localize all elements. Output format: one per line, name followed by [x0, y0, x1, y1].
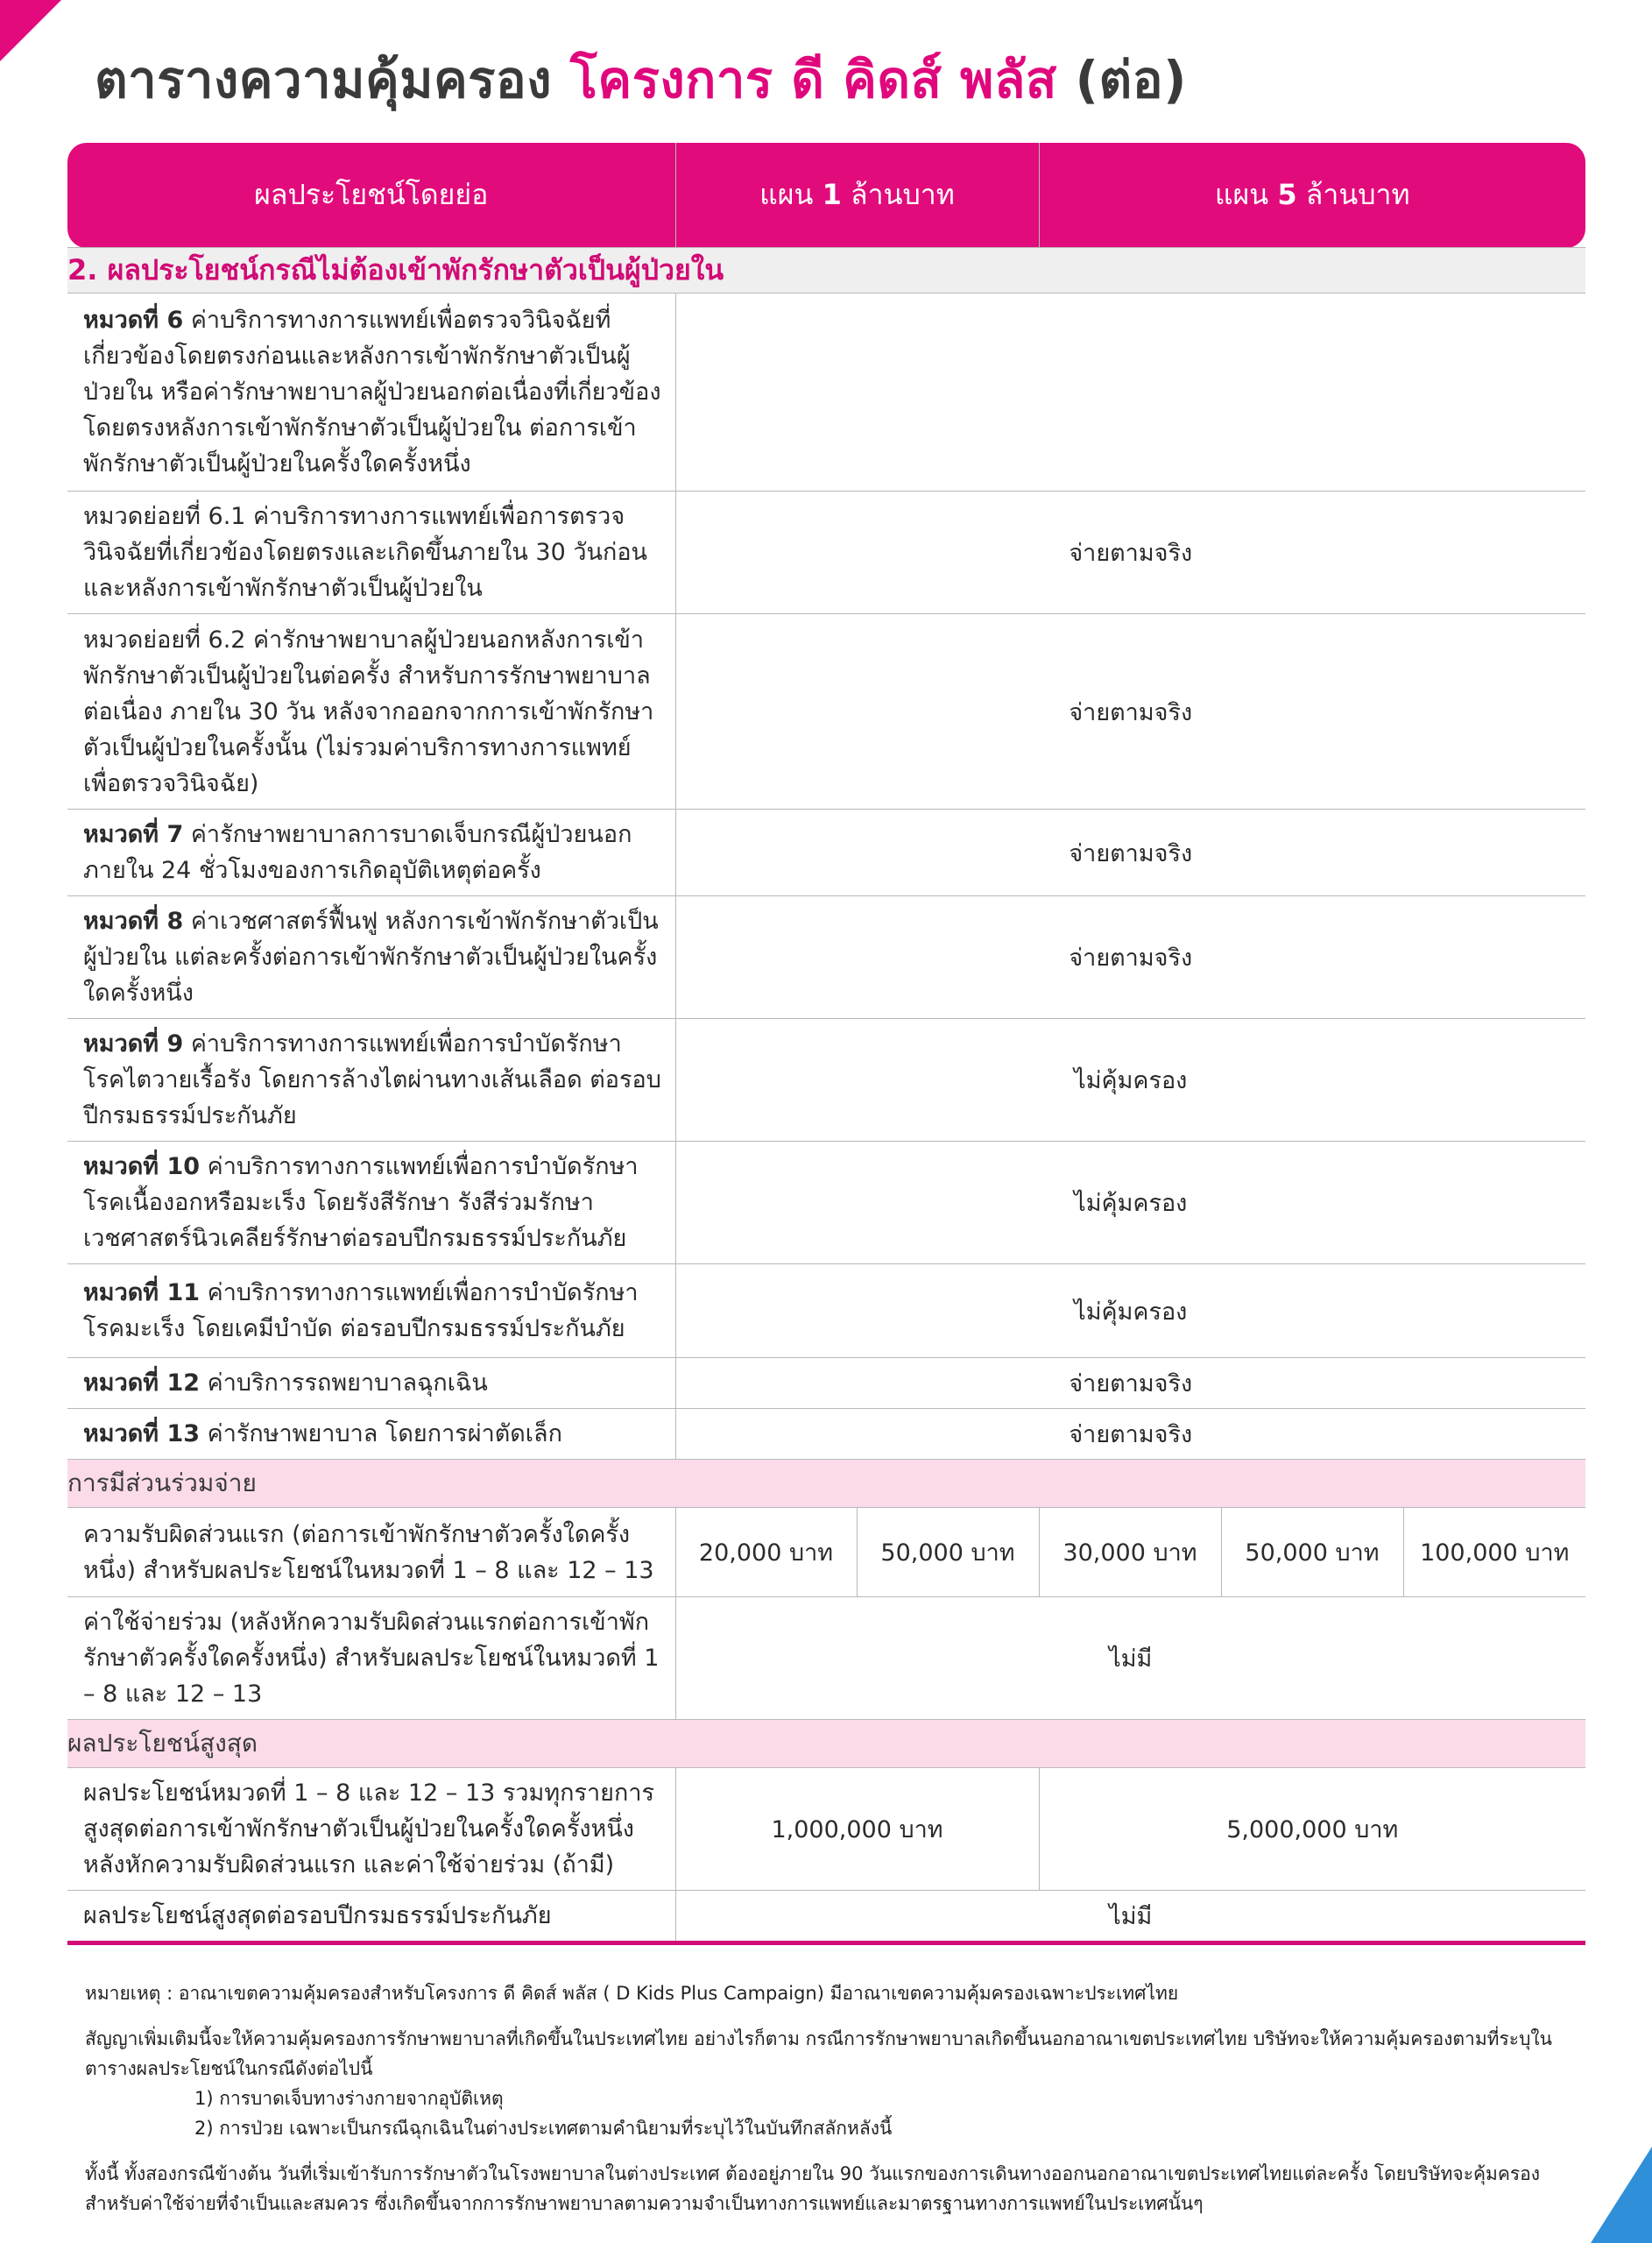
row-label: หมวดที่ 9 ค่าบริการทางการแพทย์เพื่อการบำบัดรักษาโรคไตวายเรื้อรัง โดยการล้างไตผ่านทางเส้นเลือด ต่อรอบปีกรมธรรม์ประกันภัย: [67, 1019, 675, 1142]
table-row: [67, 1409, 1585, 1460]
deductible-value: 50,000 บาท: [857, 1508, 1039, 1597]
table-row: [67, 1891, 1585, 1943]
table-row: [67, 1597, 1585, 1720]
max-per-year-value: ไม่มี: [675, 1891, 1585, 1943]
group-heading: [67, 1460, 1585, 1508]
coverage-table: [67, 143, 1585, 1945]
deductible-value: 50,000 บาท: [1221, 1508, 1403, 1597]
deductible-value: 30,000 บาท: [1039, 1508, 1221, 1597]
table-row: [67, 1358, 1585, 1409]
header-plan-5m: แผน 5 ล้านบาท: [1039, 143, 1585, 248]
table-row: [67, 294, 1585, 492]
table-header: [67, 143, 1585, 248]
row-value: ไม่คุ้มครอง: [675, 1264, 1585, 1358]
table-row: [67, 810, 1585, 896]
row-value: จ่ายตามจริง: [675, 492, 1585, 614]
row-label: หมวดย่อยที่ 6.1 ค่าบริการทางการแพทย์เพื่อการตรวจวินิจฉัยที่เกี่ยวข้องโดยตรงและเกิดขึ้นภายใน 30 วันก่อนและหลังการเข้าพักรักษาตัวเป็นผู้ป่วยใน: [67, 492, 675, 614]
title-prefix: ตารางความคุ้มครอง: [95, 50, 570, 110]
section-heading: [67, 248, 1585, 294]
max-per-admit-label: ผลประโยชน์หมวดที่ 1 – 8 และ 12 – 13 รวมทุกรายการสูงสุดต่อการเข้าพักรักษาตัวเป็นผู้ป่วยในครั้งใดครั้งหนึ่ง หลังหักความรับผิดส่วนแรก และค่าใช้จ่ายร่วม (ถ้ามี): [67, 1768, 675, 1891]
note-item-accident: 1) การบาดเจ็บทางร่างกายจากอุบัติเหตุ: [194, 2088, 504, 2109]
footnotes: [85, 1978, 1574, 2234]
title-suffix: (ต่อ): [1056, 50, 1188, 110]
header-plan-1m: แผน 1 ล้านบาท: [675, 143, 1039, 248]
row-value: จ่ายตามจริง: [675, 614, 1585, 810]
row-value: ไม่คุ้มครอง: [675, 1142, 1585, 1264]
row-label: หมวดที่ 8 ค่าเวชศาสตร์ฟื้นฟู หลังการเข้าพักรักษาตัวเป็นผู้ป่วยใน แต่ละครั้งต่อการเข้าพักรักษาตัวเป็นผู้ป่วยในครั้งใดครั้งหนึ่ง: [67, 896, 675, 1019]
header-benefit: ผลประโยชน์โดยย่อ: [67, 143, 675, 248]
row-label: หมวดที่ 6 ค่าบริการทางการแพทย์เพื่อตรวจวินิจฉัยที่เกี่ยวข้องโดยตรงก่อนและหลังการเข้าพักรักษาตัวเป็นผู้ป่วยใน หรือค่ารักษาพยาบาลผู้ป่วยนอกต่อเนื่องที่เกี่ยวข้องโดยตรงหลังการเข้าพักรักษาตัวเป็นผู้ป่วยใน ต่อการเข้าพักรักษาตัวเป็นผู้ป่วยในครั้งใดครั้งหนึ่ง: [67, 294, 675, 492]
note-territory: หมายเหตุ : อาณาเขตความคุ้มครองสำหรับโครงการ ดี คิดส์ พลัส ( D Kids Plus Campaign) มีอาณาเขตความคุ้มครองเฉพาะประเทศไทย: [85, 1983, 1179, 2004]
max-per-year-label: ผลประโยชน์สูงสุดต่อรอบปีกรมธรรม์ประกันภัย: [67, 1891, 675, 1943]
table-row: [67, 1508, 1585, 1597]
row-label: หมวดที่ 11 ค่าบริการทางการแพทย์เพื่อการบำบัดรักษาโรคมะเร็ง โดยเคมีบำบัด ต่อรอบปีกรมธรรม์ประกันภัย: [67, 1264, 675, 1358]
deductible-value: 100,000 บาท: [1403, 1508, 1585, 1597]
group-heading: [67, 1720, 1585, 1768]
title-campaign: โครงการ ดี คิดส์ พลัส: [569, 50, 1057, 110]
row-label: หมวดที่ 10 ค่าบริการทางการแพทย์เพื่อการบำบัดรักษาโรคเนื้องอกหรือมะเร็ง โดยรังสีรักษา รังสีร่วมรักษา เวชศาสตร์นิวเคลียร์รักษาต่อรอบปีกรมธรรม์ประกันภัย: [67, 1142, 675, 1264]
row-value: จ่ายตามจริง: [675, 810, 1585, 896]
table-row: [67, 1019, 1585, 1142]
table-row: [67, 1142, 1585, 1264]
table-row: [67, 492, 1585, 614]
deductible-label: ความรับผิดส่วนแรก (ต่อการเข้าพักรักษาตัวครั้งใดครั้งหนึ่ง) สำหรับผลประโยชน์ในหมวดที่ 1 – 8 และ 12 – 13: [67, 1508, 675, 1597]
page-title: [95, 39, 1187, 120]
corner-decoration-blue: [1591, 2147, 1652, 2243]
row-value: [675, 294, 1585, 492]
table-row: [67, 614, 1585, 810]
max-per-admit-plan5: 5,000,000 บาท: [1039, 1768, 1585, 1891]
copay-group-title: การมีส่วนร่วมจ่าย: [67, 1460, 1585, 1508]
row-label: หมวดที่ 7 ค่ารักษาพยาบาลการบาดเจ็บกรณีผู้ป่วยนอกภายใน 24 ชั่วโมงของการเกิดอุบัติเหตุต่อครั้ง: [67, 810, 675, 896]
row-label: หมวดย่อยที่ 6.2 ค่ารักษาพยาบาลผู้ป่วยนอกหลังการเข้าพักรักษาตัวเป็นผู้ป่วยในต่อครั้ง สำหรับการรักษาพยาบาลต่อเนื่อง ภายใน 30 วัน หลังจากออกจากการเข้าพักรักษาตัวเป็นผู้ป่วยในครั้งนั้น (ไม่รวมค่าบริการทางการแพทย์เพื่อตรวจวินิจฉัย): [67, 614, 675, 810]
section-2-title: 2. ผลประโยชน์กรณีไม่ต้องเข้าพักรักษาตัวเป็นผู้ป่วยใน: [67, 248, 1585, 294]
copayment-value: ไม่มี: [675, 1597, 1585, 1720]
row-label: หมวดที่ 13 ค่ารักษาพยาบาล โดยการผ่าตัดเล็ก: [67, 1409, 675, 1460]
deductible-value: 20,000 บาท: [675, 1508, 857, 1597]
max-group-title: ผลประโยชน์สูงสุด: [67, 1720, 1585, 1768]
note-overseas: สัญญาเพิ่มเติมนี้จะให้ความคุ้มครองการรักษาพยาบาลที่เกิดขึ้นในประเทศไทย อย่างไรก็ตาม กรณีการรักษาพยาบาลเกิดขึ้นนอกอาณาเขตประเทศไทย บริษัทจะให้ความคุ้มครองตามที่ระบุในตารางผลประโยชน์ในกรณีดังต่อไปนี้: [85, 2028, 1553, 2079]
row-value: จ่ายตามจริง: [675, 1358, 1585, 1409]
max-per-admit-plan1: 1,000,000 บาท: [675, 1768, 1039, 1891]
row-value: จ่ายตามจริง: [675, 896, 1585, 1019]
row-value: จ่ายตามจริง: [675, 1409, 1585, 1460]
copayment-label: ค่าใช้จ่ายร่วม (หลังหักความรับผิดส่วนแรกต่อการเข้าพักรักษาตัวครั้งใดครั้งหนึ่ง) สำหรับผลประโยชน์ในหมวดที่ 1 – 8 และ 12 – 13: [67, 1597, 675, 1720]
note-conditions: ทั้งนี้ ทั้งสองกรณีข้างต้น วันที่เริ่มเข้ารับการรักษาตัวในโรงพยาบาลในต่างประเทศ ต้องอยู่ภายใน 90 วันแรกของการเดินทางออกนอกอาณาเขตประเทศไทยแต่ละครั้ง โดยบริษัทจะคุ้มครองสำหรับค่าใช้จ่ายที่จำเป็นและสมควร ซึ่งเกิดขึ้นจากการรักษาพยาบาลตามความจำเป็นทางการแพทย์และมาตรฐานทางการแพทย์ในประเทศนั้นๆ: [85, 2163, 1541, 2214]
table-row: [67, 896, 1585, 1019]
row-value: ไม่คุ้มครอง: [675, 1019, 1585, 1142]
table-row: [67, 1264, 1585, 1358]
row-label: หมวดที่ 12 ค่าบริการรถพยาบาลฉุกเฉิน: [67, 1358, 675, 1409]
note-item-illness: 2) การป่วย เฉพาะเป็นกรณีฉุกเฉินในต่างประเทศตามคำนิยามที่ระบุไว้ในบันทึกสลักหลังนี้: [194, 2118, 893, 2139]
corner-decoration-pink: [0, 0, 61, 61]
table-row: [67, 1768, 1585, 1891]
